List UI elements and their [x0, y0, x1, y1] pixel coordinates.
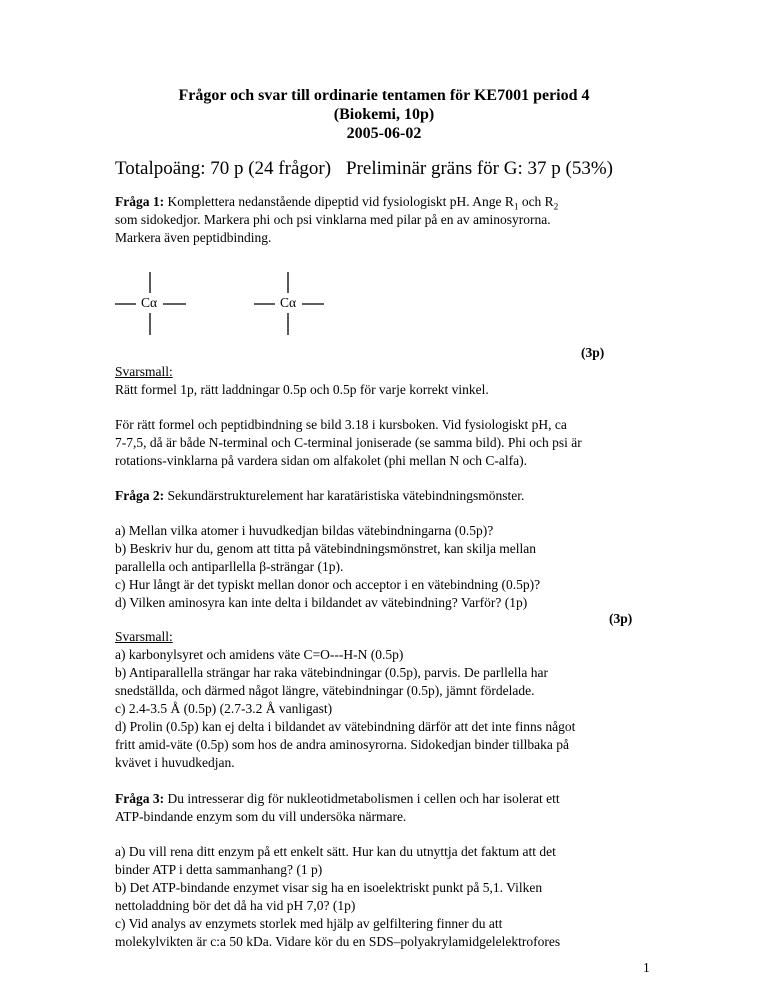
q3-text: Du intresserar dig för nukleotidmetabolismen i cellen och har isolerat ett: [164, 791, 560, 806]
q2-ans-d3: kvävet i huvudkedjan.: [115, 755, 235, 770]
q2-line-1: [115, 487, 524, 504]
q1-line-2: som sidokedjor. Markera phi och psi vinklarna med pilar på en av aminosyrorna.: [115, 212, 551, 227]
q3-c2: molekylvikten är c:a 50 kDa. Vidare kör du en SDS–polyakrylamidgelelektrofores: [115, 934, 561, 949]
q1-answer-label: Svarsmall:: [115, 364, 173, 379]
title-line-3: 2005-06-02: [346, 125, 422, 142]
q2-b1: b) Beskriv hur du, genom att titta på vätebindningsmönstret, kan skilja mellan: [115, 541, 537, 556]
q1-text-a: Komplettera nedanstående dipeptid vid fysiologiskt pH. Ange R: [164, 194, 514, 209]
q1-answer-3: 7-7,5, då är både N-terminal och C-terminal joniserade (se samma bild). Phi och psi är: [115, 435, 582, 450]
c-alpha-1: Cα: [141, 295, 158, 310]
q3-a1: a) Du vill rena ditt enzym på ett enkelt sätt. Hur kan du utnyttja det faktum att det: [115, 844, 556, 859]
q2-points: (3p): [609, 611, 633, 626]
q1-line-3: Markera även peptidbinding.: [115, 230, 272, 245]
q2-ans-d1: d) Prolin (0.5p) kan ej delta i bildandet av vätebindning därför att det inte finns något: [115, 719, 576, 734]
q2-ans-b2: snedställda, och därmed något längre, vätebindningar (0.5p), jämnt fördelade.: [115, 683, 535, 698]
q3-line-1: [115, 790, 560, 807]
q2-b2: parallella och antiparllella β-strängar (1p).: [115, 559, 344, 574]
grade-threshold: Preliminär gräns för G: 37 p (53%): [346, 158, 613, 179]
q3-b1: b) Det ATP-bindande enzymet visar sig ha en isoelektriskt punkt på 5,1. Vilken: [115, 880, 543, 895]
q2-ans-b1: b) Antiparallella strängar har raka vätebindningar (0.5p), parvis. De parllella har: [115, 665, 548, 680]
q1-text-b: och R: [518, 194, 554, 209]
q2-answer-label: Svarsmall:: [115, 629, 173, 644]
page-number: 1: [643, 960, 650, 975]
q1-points: (3p): [581, 345, 605, 360]
title-line-1: Frågor och svar till ordinarie tentamen för KE7001 period 4: [178, 87, 590, 104]
q1-sub-1: 1: [513, 201, 519, 212]
q3-c1: c) Vid analys av enzymets storlek med hjälp av gelfiltering finner du att: [115, 916, 503, 931]
q1-sub-2: 2: [553, 201, 559, 212]
q2-d: d) Vilken aminosyra kan inte delta i bildandet av vätebindning? Varför? (1p): [115, 595, 528, 610]
q1-answer-2: För rätt formel och peptidbindning se bild 3.18 i kursboken. Vid fysiologiskt pH, ca: [115, 417, 567, 432]
q2-ans-d2: fritt amid-väte (0.5p) som hos de andra aminosyrorna. Sidokedjan binder tillbaka på: [115, 737, 570, 752]
q2-text: Sekundärstrukturelement har karatäristiska vätebindningsmönster.: [164, 488, 525, 503]
total-points: Totalpoäng: 70 p (24 frågor): [115, 158, 332, 179]
q3-a2: binder ATP i detta sammanhang? (1 p): [115, 862, 323, 877]
q1-answer-1: Rätt formel 1p, rätt laddningar 0.5p och 0.5p för varje korrekt vinkel.: [115, 382, 489, 397]
title-line-2: (Biokemi, 10p): [333, 106, 435, 123]
q2-a: a) Mellan vilka atomer i huvudkedjan bildas vätebindningarna (0.5p)?: [115, 523, 494, 538]
q1-label: Fråga 1:: [115, 194, 165, 209]
q2-ans-c: c) 2.4-3.5 Å (0.5p) (2.7-3.2 Å vanligast): [115, 701, 333, 716]
q3-label: Fråga 3:: [115, 791, 165, 806]
q3-line-2: ATP-bindande enzym som du vill undersöka närmare.: [115, 809, 407, 824]
q3-b2: nettoladdning bör det då ha vid pH 7,0? (1p): [115, 898, 356, 913]
c-alpha-2: Cα: [280, 295, 297, 310]
q2-ans-a: a) karbonylsyret och amidens väte C=O---H-N (0.5p): [115, 647, 404, 662]
q1-answer-4: rotations-vinklarna på vardera sidan om alfakolet (phi mellan N och C-alfa).: [115, 453, 527, 468]
q2-c: c) Hur långt är det typiskt mellan donor och acceptor i en vätebindning (0.5p)?: [115, 577, 541, 592]
q2-label: Fråga 2:: [115, 488, 165, 503]
